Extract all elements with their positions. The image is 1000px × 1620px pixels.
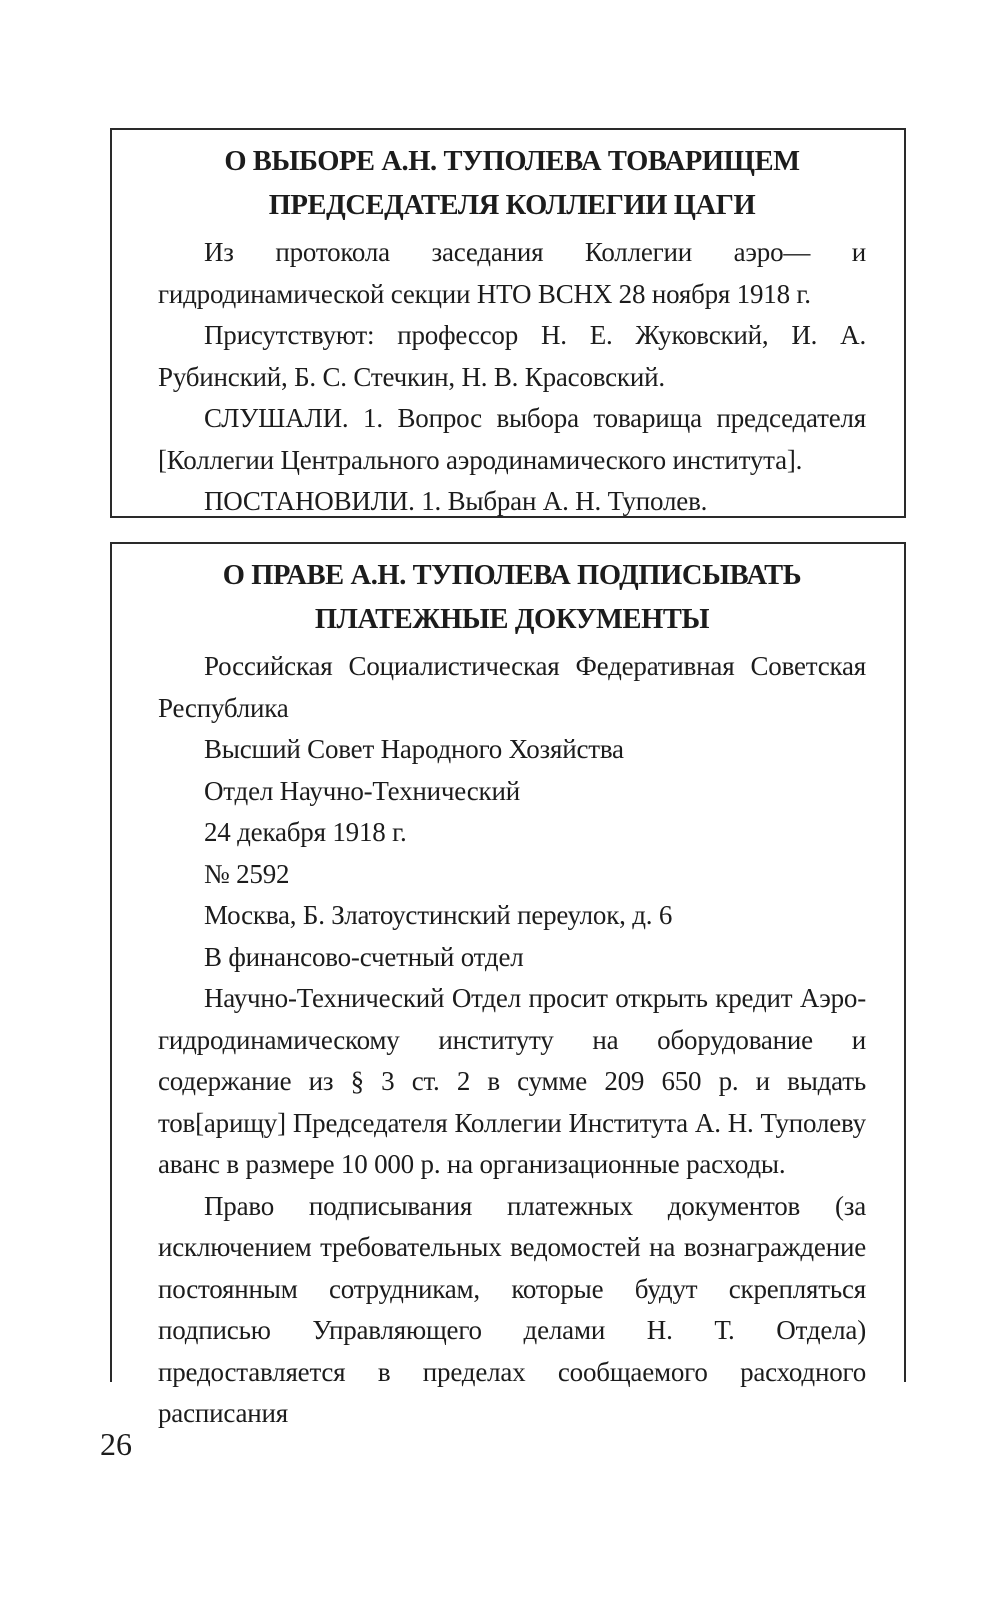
body-paragraph-credit: Научно-Технический Отдел просит открыть кредит Аэро-гидродинамическому институту на оборудование и содержание из § 3 ст. 2 в сумме 209 650 р. и выдать тов[арищу] Председателя Коллегии Института А. Н. Туполеву аванс в размере 10 000 р. на организационные расходы. (158, 983, 866, 1179)
payment-rights-section-box (110, 542, 906, 1428)
protocol-section-heading (158, 140, 866, 228)
page-number: 26 (100, 1426, 132, 1462)
document-recipient: В финансово-счетный отдел (204, 941, 524, 972)
heading-line-2: ПЛАТЕЖНЫЕ ДОКУМЕНТЫ (314, 604, 710, 635)
protocol-source: Из протокола заседания Коллегии аэро— и гидродинамической секции НТО ВСНХ 28 ноября 1918 г. (158, 237, 866, 309)
heading-line-1: О ПРАВЕ А.Н. ТУПОЛЕВА ПОДПИСЫВАТЬ (222, 560, 802, 591)
document-date: 24 декабря 1918 г. (204, 817, 407, 847)
heading-line-1: О ВЫБОРЕ А.Н. ТУПОЛЕВА ТОВАРИЩЕМ (224, 146, 800, 177)
department-name: Отдел Научно-Технический (204, 775, 520, 806)
body-paragraph-signing-rights: Право подписывания платежных документов (за исключением требовательных ведомостей на вознаграждение постоянным сотрудникам, которые будут скрепляться подписью Управляющего делами Н. Т. Отдела) предоставляется в пределах сообщаемого расходного расписания (158, 1190, 866, 1428)
document-address: Москва, Б. Златоустинский переулок, д. 6 (204, 900, 673, 930)
payment-rights-heading (158, 554, 866, 642)
heading-line-2: ПРЕДСЕДАТЕЛЯ КОЛЛЕГИИ ЦАГИ (268, 190, 756, 221)
protocol-section-box (110, 128, 906, 518)
republic-name: Российская Социалистическая Федеративная Советская Республика (158, 651, 866, 723)
protocol-attendees: Присутствуют: профессор Н. Е. Жуковский, И. А. Рубинский, Б. С. Стечкин, Н. В. Красовский. (158, 320, 866, 392)
document-number: № 2592 (204, 858, 290, 889)
council-name: Высший Совет Народного Хозяйства (204, 734, 624, 764)
protocol-decided: ПОСТАНОВИЛИ. 1. Выбран А. Н. Туполев. (204, 486, 708, 516)
protocol-heard: СЛУШАЛИ. 1. Вопрос выбора товарища председателя [Коллегии Центрального аэродинамического института]. (158, 403, 866, 475)
